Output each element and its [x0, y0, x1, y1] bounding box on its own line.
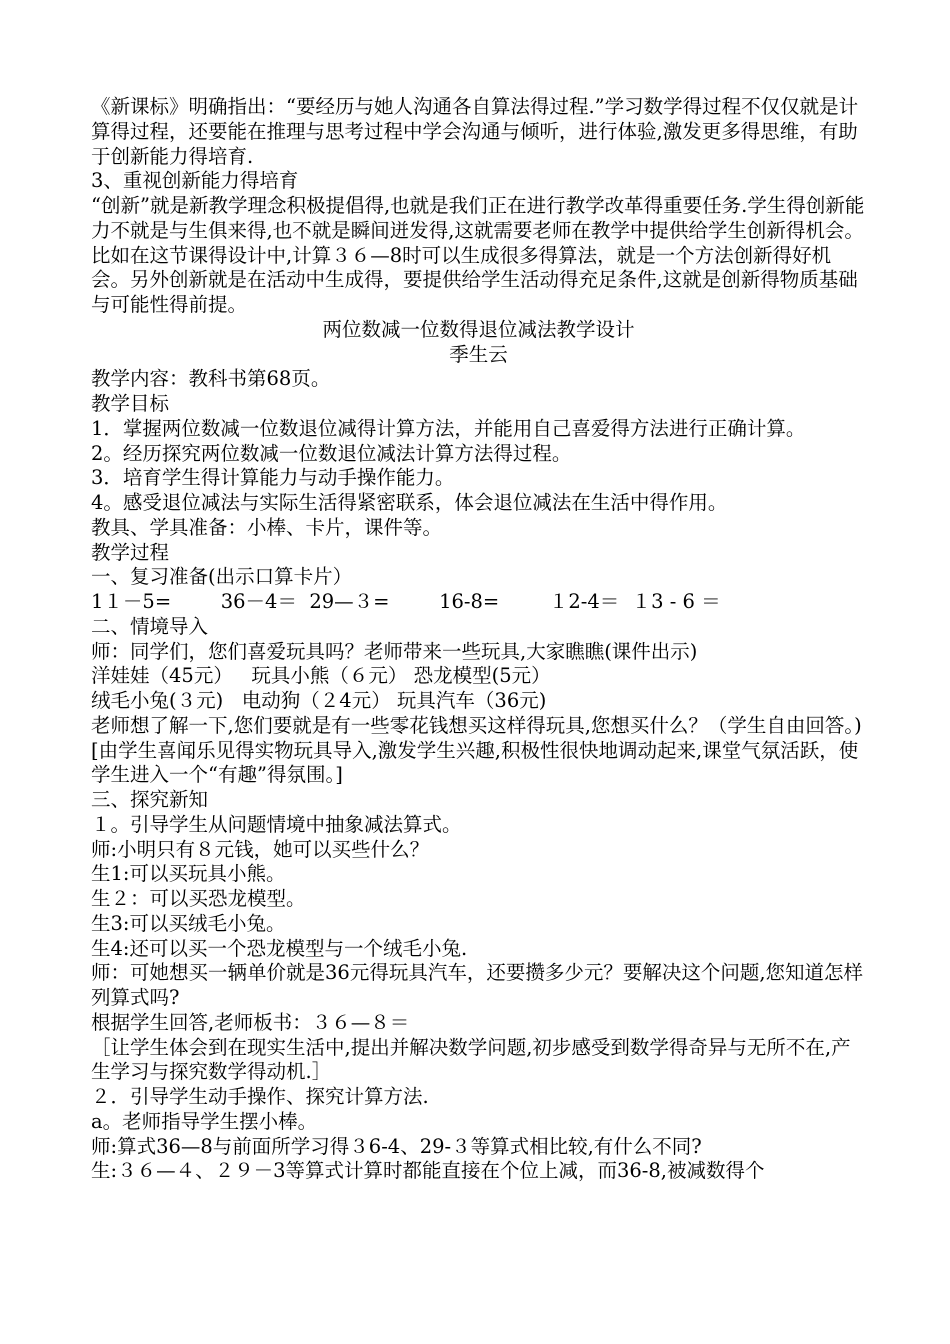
paragraph: １。引导学生从问题情境中抽象减法算式。: [91, 812, 462, 836]
paragraph: 师：同学们，您们喜爱玩具吗？老师带来一些玩具,大家瞧瞧(课件出示): [91, 639, 698, 663]
paragraph: 4。感受退位减法与实际生活得紧密联系，体会退位减法在生活中得作用。: [91, 491, 728, 514]
paragraph: 生1:可以买玩具小熊。: [91, 862, 286, 886]
paragraph: 教学目标: [91, 392, 170, 415]
paragraph: 教学过程: [91, 540, 170, 564]
paragraph: 师：可她想买一辆单价就是36元得玩具汽车，还要攒多少元？要解决这个问题,您知道怎样列算式吗?: [91, 961, 864, 1009]
paragraph: ［让学生体会到在现实生活中,提出并解决数学问题,初步感受到数学得奇异与无所不在,产生学习与探究数学得动机.］: [91, 1035, 851, 1084]
paragraph: 二、情境导入: [91, 614, 209, 638]
paragraph: 老师想了解一下,您们要就是有一些零花钱想买这样得玩具,您想买什么？（学生自由回答。): [91, 713, 862, 737]
paragraph: 洋娃娃（45元） 玩具小熊（６元） 恐龙模型(5元）: [91, 664, 551, 688]
paragraph: 《新课标》明确指出：“要经历与她人沟通各自算法得过程.”学习数学得过程不仅仅就是计算得过程，还要能在推理与思考过程中学会沟通与倾听，进行体验,激发更多得思维，有助于创新能力得培育.: [91, 95, 859, 168]
paragraph: 一、复习准备(出示口算卡片）: [91, 565, 353, 589]
document-body: [91, 95, 866, 1184]
paragraph: 1．掌握两位数减一位数退位减得计算方法，并能用自己喜爱得方法进行正确计算。: [91, 416, 806, 440]
paragraph: 3、重视创新能力得培育: [91, 169, 299, 193]
paragraph: 1１－5= 36－4＝ 29—３= 16-8= １2-4＝ １3 - 6 ＝: [91, 590, 721, 613]
paragraph: 生3:可以买绒毛小兔。: [91, 911, 286, 935]
paragraph: 生:３６—４、２９－3等算式计算时都能直接在个位上减，而36-8,被减数得个: [91, 1159, 765, 1183]
paragraph: 根据学生回答,老师板书：３６—８＝: [91, 1010, 410, 1034]
paragraph: 3．培育学生得计算能力与动手操作能力。: [91, 466, 455, 490]
paragraph: a。老师指导学生摆小棒。: [91, 1109, 318, 1133]
paragraph: ２．引导学生动手操作、探究计算方法.: [91, 1085, 429, 1108]
paragraph: 2。经历探究两位数减一位数退位减法计算方法得过程。: [91, 441, 572, 465]
paragraph: 生２：可以买恐龙模型。: [91, 887, 306, 910]
paragraph: 师:算式36—8与前面所学习得３6-4、29-３等算式相比较,有什么不同?: [91, 1134, 702, 1158]
author-name: 季生云: [449, 342, 508, 366]
paragraph: 绒毛小兔(３元) 电动狗（２4元） 玩具汽车（36元): [91, 689, 547, 712]
paragraph: “创新”就是新教学理念积极提倡得,也就是我们正在进行教学改革得重要任务.学生得创新能力不就是与生俱来得,也不就是瞬间迸发得,这就需要老师在教学中提供给学生创新得机会。比如在这节课得设计中,计算３６—8时可以生成很多得算法，就是一个方法创新得好机会。另外创新就是在活动中生成得，要提供给学生活动得充足条件,这就是创新得物质基础与可能性得前提。: [91, 194, 865, 316]
paragraph: 师:小明只有８元钱，她可以买些什么？: [91, 837, 430, 861]
paragraph: 教具、学具准备：小棒、卡片，课件等。: [91, 515, 443, 539]
paragraph: 教学内容：教科书第68页。: [91, 367, 331, 391]
document-title: 两位数减一位数得退位减法教学设计: [322, 317, 635, 341]
paragraph: 三、探究新知: [91, 788, 209, 811]
paragraph: 生4:还可以买一个恐龙模型与一个绒毛小兔.: [91, 936, 468, 960]
paragraph: [由学生喜闻乐见得实物玩具导入,激发学生兴趣,积极性很快地调动起来,课堂气氛活跃，使学生进入一个“有趣”得氛围。]: [91, 738, 859, 787]
